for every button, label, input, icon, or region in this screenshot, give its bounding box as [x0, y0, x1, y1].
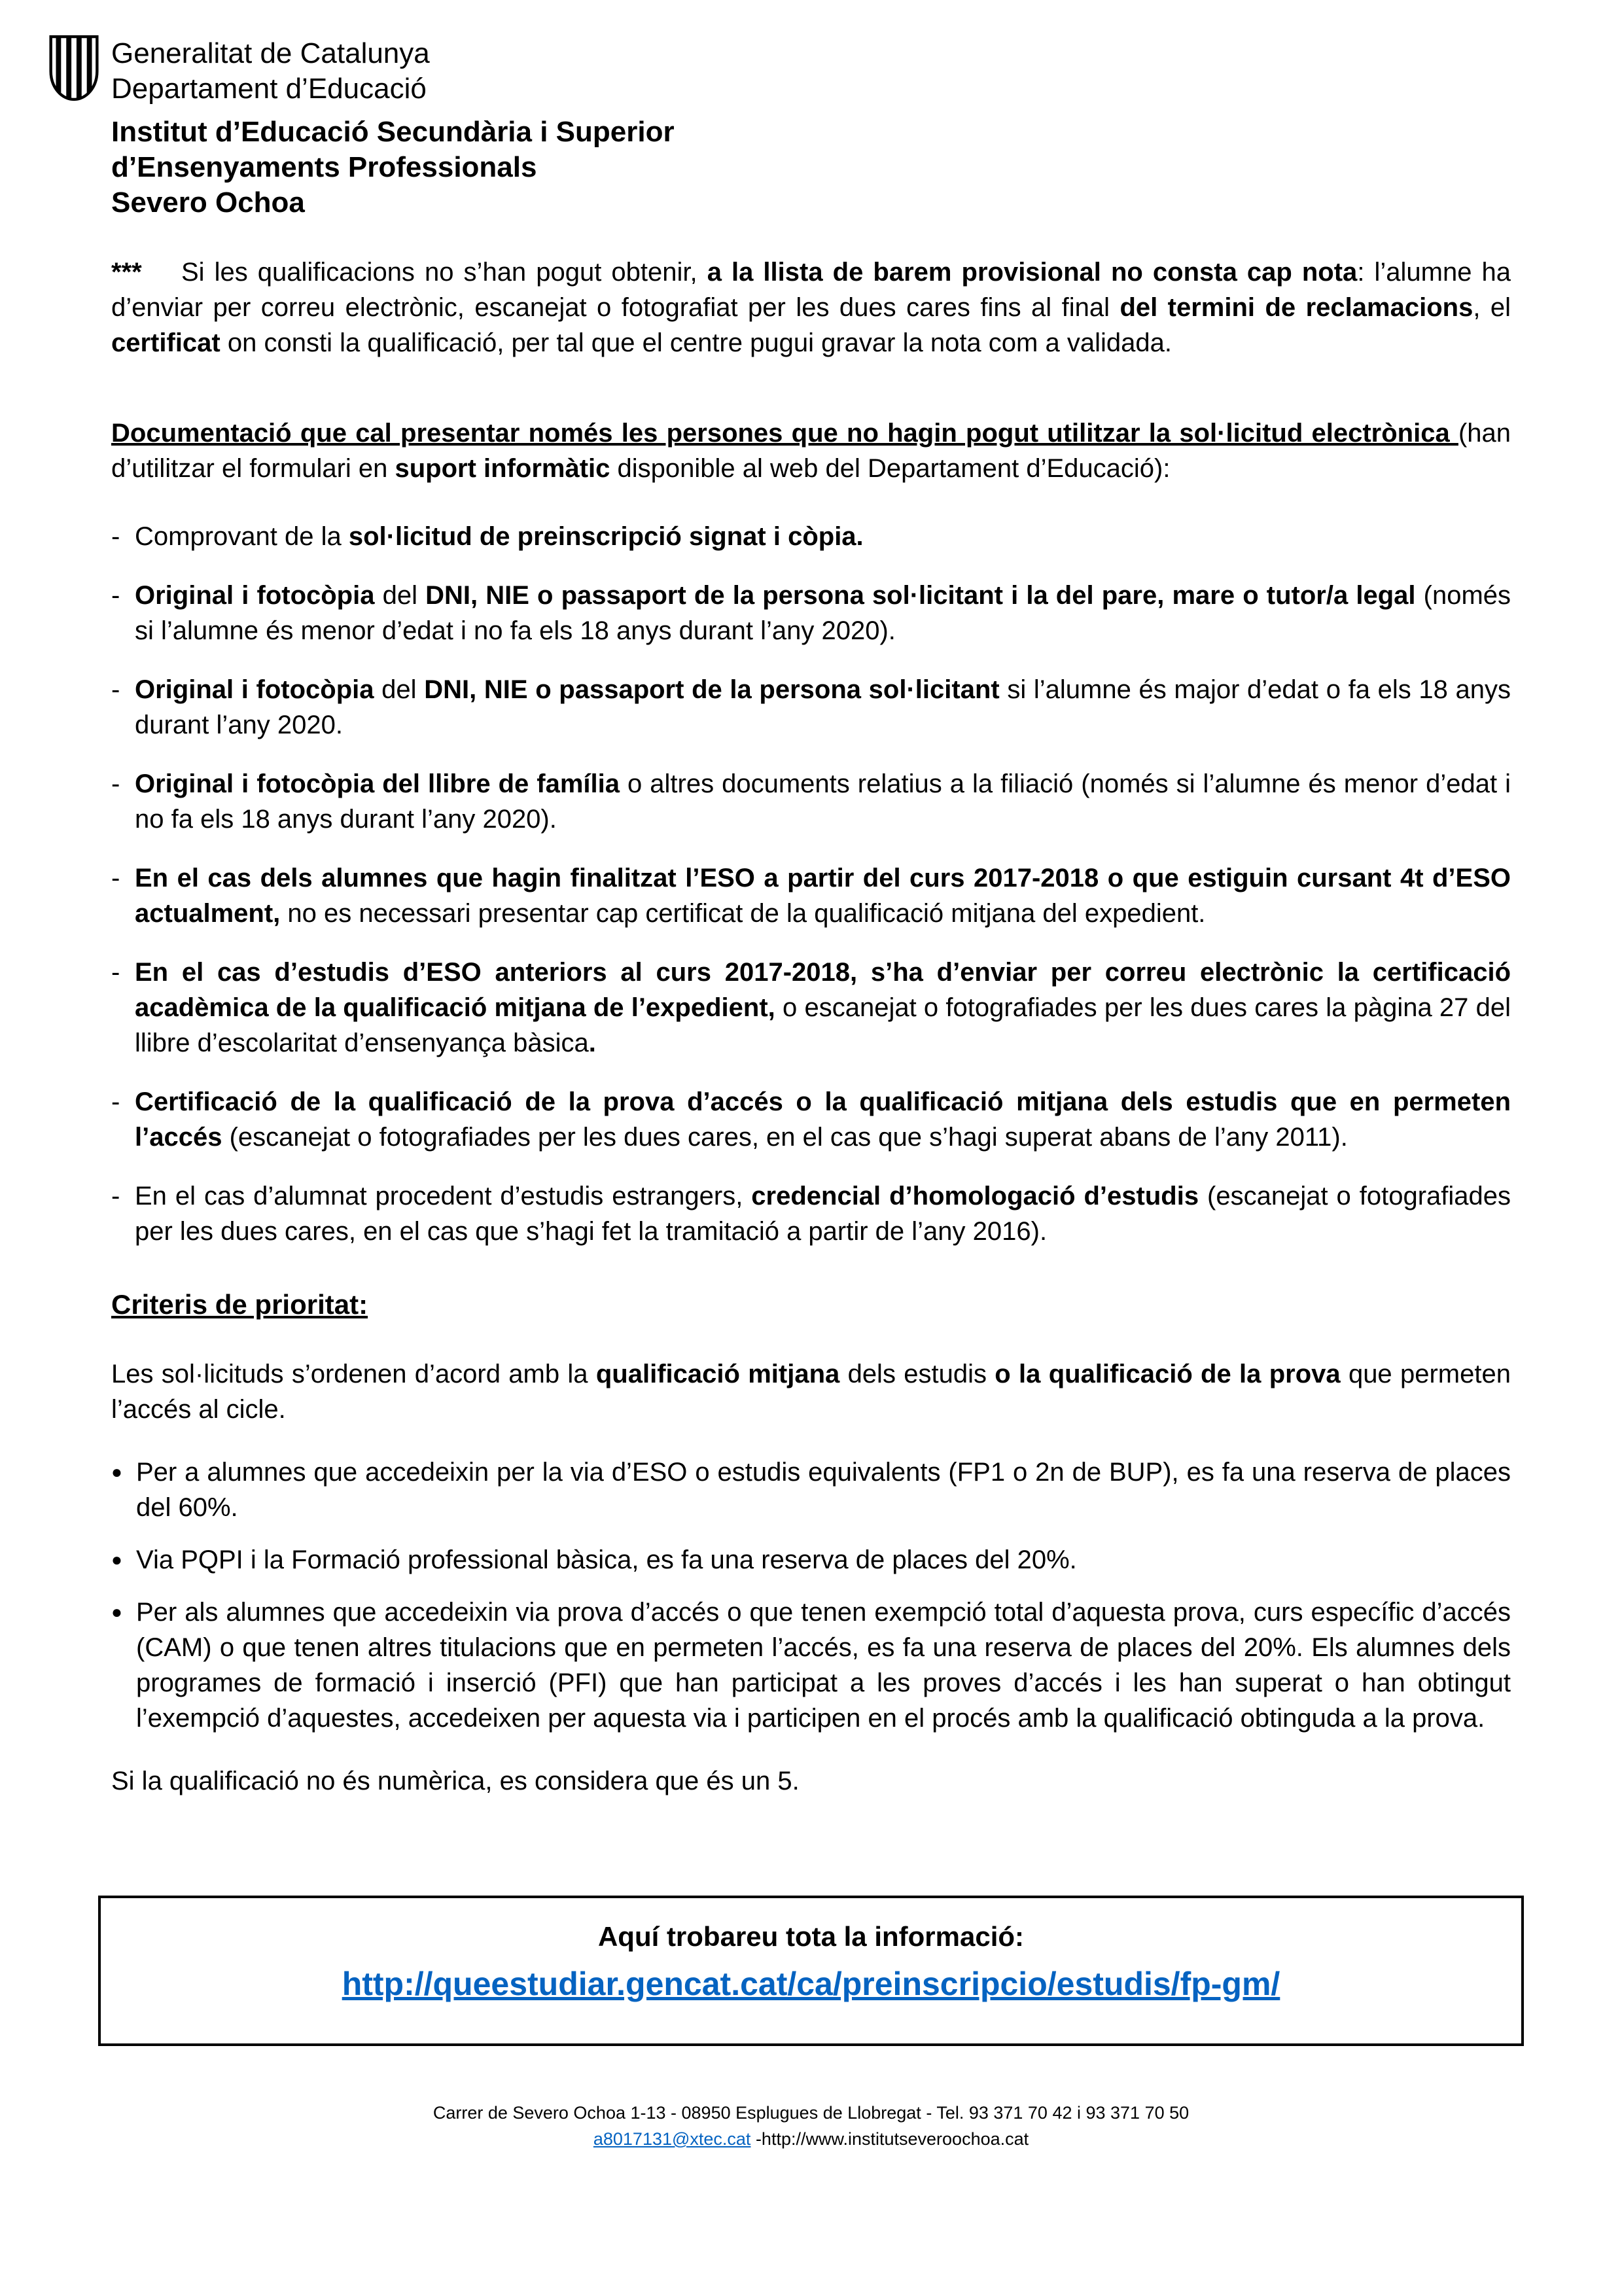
bullet-dot: ● — [111, 1462, 122, 1482]
priority-rules-list — [111, 1455, 1511, 1736]
documentation-section-heading: Documentació que cal presentar només les persones que no hagin pogut utilitzar la sol·licitud electrònica (han d’utilitzar el formulari en suport informàtic disponible al web del Departament d’Educació): — [111, 419, 1511, 483]
document-list-item-1 — [111, 519, 1511, 554]
bullet-dot: ● — [111, 1549, 122, 1570]
priority-criteria-heading: Criteris de prioritat: — [111, 1289, 368, 1320]
coat-of-arms-icon — [47, 33, 101, 103]
footer-website-text: -http://www.institutseveroochoa.cat — [750, 2129, 1029, 2149]
document-list-item-2 — [111, 578, 1511, 648]
hyphen-bullet: - — [111, 1087, 120, 1116]
required-documents-list — [111, 519, 1511, 1249]
org-name: Generalitat de Catalunya — [111, 37, 430, 69]
institute-name-line2: d’Ensenyaments Professionals — [111, 151, 537, 183]
document-header — [111, 36, 1511, 221]
footer-contact-line — [111, 2126, 1511, 2152]
document-list-item-text: Original i fotocòpia del DNI, NIE o passaport de la persona sol·licitant si l’alumne és major d’edat o fa els 18 anys durant l’any 2020. — [135, 675, 1511, 739]
info-box — [98, 1896, 1524, 2046]
hyphen-bullet: - — [111, 1182, 120, 1210]
priority-rule-item-3 — [111, 1595, 1511, 1736]
hyphen-bullet: - — [111, 864, 120, 892]
priority-rule-item-2 — [111, 1542, 1511, 1578]
priority-rule-text: Via PQPI i la Formació professional bàsica, es fa una reserva de places del 20%. — [136, 1545, 1077, 1574]
document-list-item-7 — [111, 1084, 1511, 1155]
document-list-item-text: Comprovant de la sol·licitud de preinscripció signat i còpia. — [135, 522, 864, 551]
document-list-item-3 — [111, 672, 1511, 743]
priority-rule-text: Per als alumnes que accedeixin via prova d’accés o que tenen exempció total d’aquesta prova, curs específic d’accés (CAM) o que tenen altres titulacions que en permeten l’accés, es fa una reserva de places del 20%. Els alumnes dels programes de formació i inserció (PFI) que han participat a les proves d’accés i les han superat o han obtingut l’exempció d’aquestes, accedeixen per aquesta via i participen en el procés amb la qualificació obtinguda a la prova. — [136, 1598, 1511, 1733]
provisional-grades-note: *** Si les qualificacions no s’han pogut obtenir, a la llista de barem provisional no consta cap nota: l’alumne ha d’enviar per correu electrònic, escanejat o fotografiat per les dues cares fins al final del termini de reclamacions, el certificat on consti la qualificació, per tal que el centre pugui gravar la nota com a validada. — [111, 258, 1511, 357]
non-numeric-grade-note: Si la qualificació no és numèrica, es considera que és un 5. — [111, 1767, 800, 1795]
preinscription-info-link[interactable]: http://queestudiar.gencat.cat/ca/preinscripcio/estudis/fp-gm/ — [342, 1966, 1280, 2002]
priority-rule-text: Per a alumnes que accedeixin per la via d’ESO o estudis equivalents (FP1 o 2n de BUP), es fa una reserva de places del 60%. — [136, 1458, 1511, 1522]
document-list-item-text: En el cas d’estudis d’ESO anteriors al curs 2017-2018, s’ha d’enviar per correu electrònic la certificació acadèmica de la qualificació mitjana de l’expedient, o escanejat o fotografiades per les dues cares la pàgina 27 del llibre d’escolaritat d’ensenyança bàsica. — [135, 958, 1511, 1057]
document-list-item-text: En el cas dels alumnes que hagin finalitzat l’ESO a partir del curs 2017-2018 o que estiguin cursant 4t d’ESO actualment, no es necessari presentar cap certificat de la qualificació mitjana del expedient. — [135, 864, 1511, 928]
institute-name-line3: Severo Ochoa — [111, 186, 305, 219]
org-department: Departament d’Educació — [111, 73, 427, 105]
hyphen-bullet: - — [111, 769, 120, 798]
document-list-item-text: Certificació de la qualificació de la prova d’accés o la qualificació mitjana dels estudis que en permeten l’accés (escanejat o fotografiades per les dues cares, en el cas que s’hagi superat abans de l’any 2011). — [135, 1087, 1511, 1152]
hyphen-bullet: - — [111, 581, 120, 610]
email-link[interactable]: a8017131@xtec.cat — [593, 2129, 751, 2149]
generalitat-logo — [47, 33, 101, 103]
institute-block — [111, 115, 1511, 221]
hyphen-bullet: - — [111, 675, 120, 704]
document-list-item-text: Original i fotocòpia del llibre de família o altres documents relatius a la filiació (només si l’alumne és menor d’edat i no fa els 18 anys durant l’any 2020). — [135, 769, 1511, 834]
document-list-item-6 — [111, 955, 1511, 1061]
priority-rule-item-1 — [111, 1455, 1511, 1525]
org-block — [111, 36, 1511, 107]
document-list-item-8 — [111, 1178, 1511, 1249]
priority-criteria-intro: Les sol·licituds s’ordenen d’acord amb la qualificació mitjana dels estudis o la qualificació de la prova que permeten l’accés al cicle. — [111, 1360, 1511, 1424]
document-list-item-text: Original i fotocòpia del DNI, NIE o passaport de la persona sol·licitant i la del pare, mare o tutor/a legal (només si l’alumne és menor d’edat i no fa els 18 anys durant l’any 2020). — [135, 581, 1511, 645]
document-list-item-5 — [111, 860, 1511, 931]
document-footer — [111, 2100, 1511, 2152]
footer-address-line: Carrer de Severo Ochoa 1-13 - 08950 Esplugues de Llobregat - Tel. 93 371 70 42 i 93 371 70 50 — [432, 2103, 1190, 2123]
document-list-item-4 — [111, 766, 1511, 837]
hyphen-bullet: - — [111, 958, 120, 987]
institute-name-line1: Institut d’Educació Secundària i Superior — [111, 116, 675, 148]
bullet-dot: ● — [111, 1602, 122, 1622]
info-box-title: Aquí trobareu tota la informació: — [597, 1921, 1025, 1952]
document-list-item-text: En el cas d’alumnat procedent d’estudis estrangers, credencial d’homologació d’estudis (escanejat o fotografiades per les dues cares, en el cas que s’hagi fet la tramitació a partir de l’any 2016). — [135, 1182, 1511, 1246]
hyphen-bullet: - — [111, 522, 120, 551]
